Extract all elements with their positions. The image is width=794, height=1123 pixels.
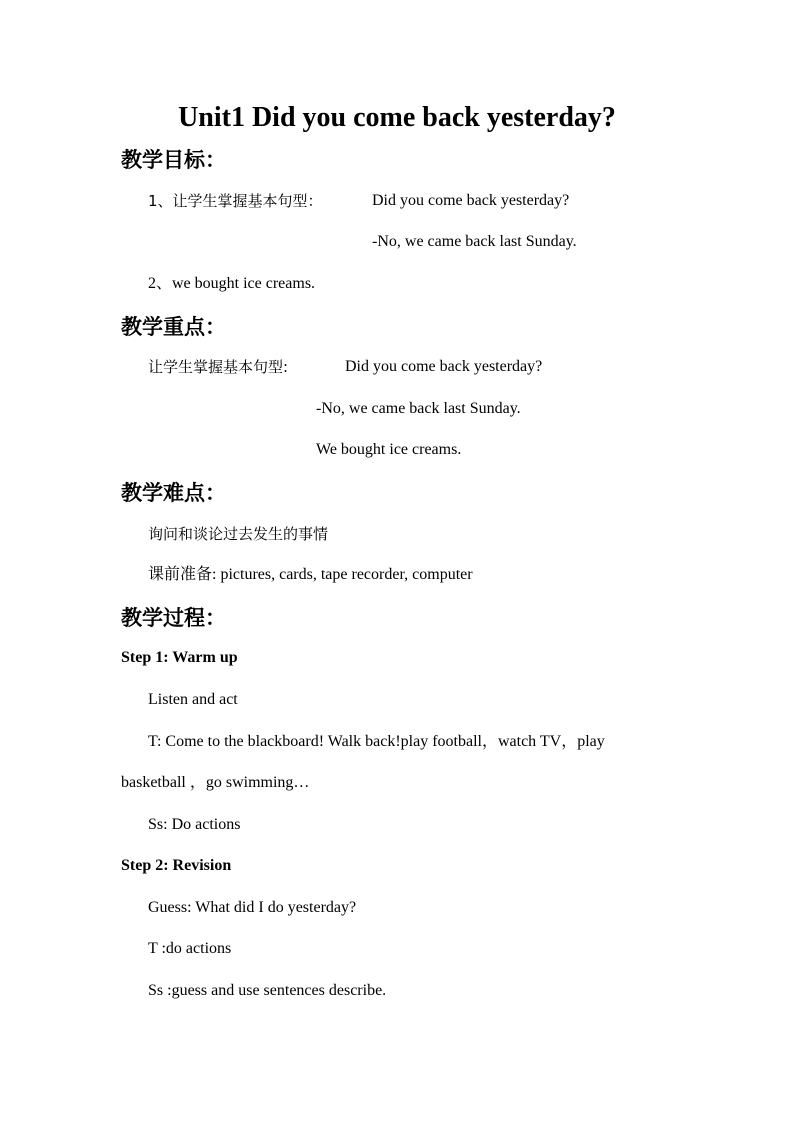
heading-process: 教学过程： xyxy=(121,606,226,630)
step-1-line: Listen and act xyxy=(148,691,238,708)
objective-2: 2、we bought ice creams. xyxy=(148,275,316,292)
preparation-text: 课前准备: pictures, cards, tape recorder, computer xyxy=(148,566,473,583)
heading-key-points: 教学重点： xyxy=(121,315,226,339)
heading-objectives: 教学目标： xyxy=(121,148,226,172)
step-2-title: Step 2: Revision xyxy=(121,857,232,874)
difficulties-text: 询问和谈论过去发生的事情 xyxy=(148,525,329,543)
key-points-label: 让学生掌握基本句型: xyxy=(148,358,289,376)
step-1-line: Ss: Do actions xyxy=(148,816,241,833)
step-1-line: basketball ，go swimming… xyxy=(121,774,310,791)
objective-1-question: Did you come back yesterday? xyxy=(372,192,570,209)
objective-1-label: 1、让学生掌握基本句型： xyxy=(148,192,323,210)
key-points-question: Did you come back yesterday? xyxy=(345,358,543,375)
objective-1-answer: -No, we came back last Sunday. xyxy=(372,233,577,250)
document-title: Unit1 Did you come back yesterday? xyxy=(178,102,616,133)
step-1-line: T: Come to the blackboard! Walk back!play football，watch TV，play xyxy=(148,733,605,750)
heading-difficulties: 教学难点： xyxy=(121,481,226,505)
step-2-line: Guess: What did I do yesterday? xyxy=(148,899,357,916)
step-1-title: Step 1: Warm up xyxy=(121,649,238,666)
step-2-line: Ss :guess and use sentences describe. xyxy=(148,982,387,999)
step-2-line: T :do actions xyxy=(148,940,232,957)
key-points-sentence: We bought ice creams. xyxy=(316,441,462,458)
key-points-answer: -No, we came back last Sunday. xyxy=(316,400,521,417)
